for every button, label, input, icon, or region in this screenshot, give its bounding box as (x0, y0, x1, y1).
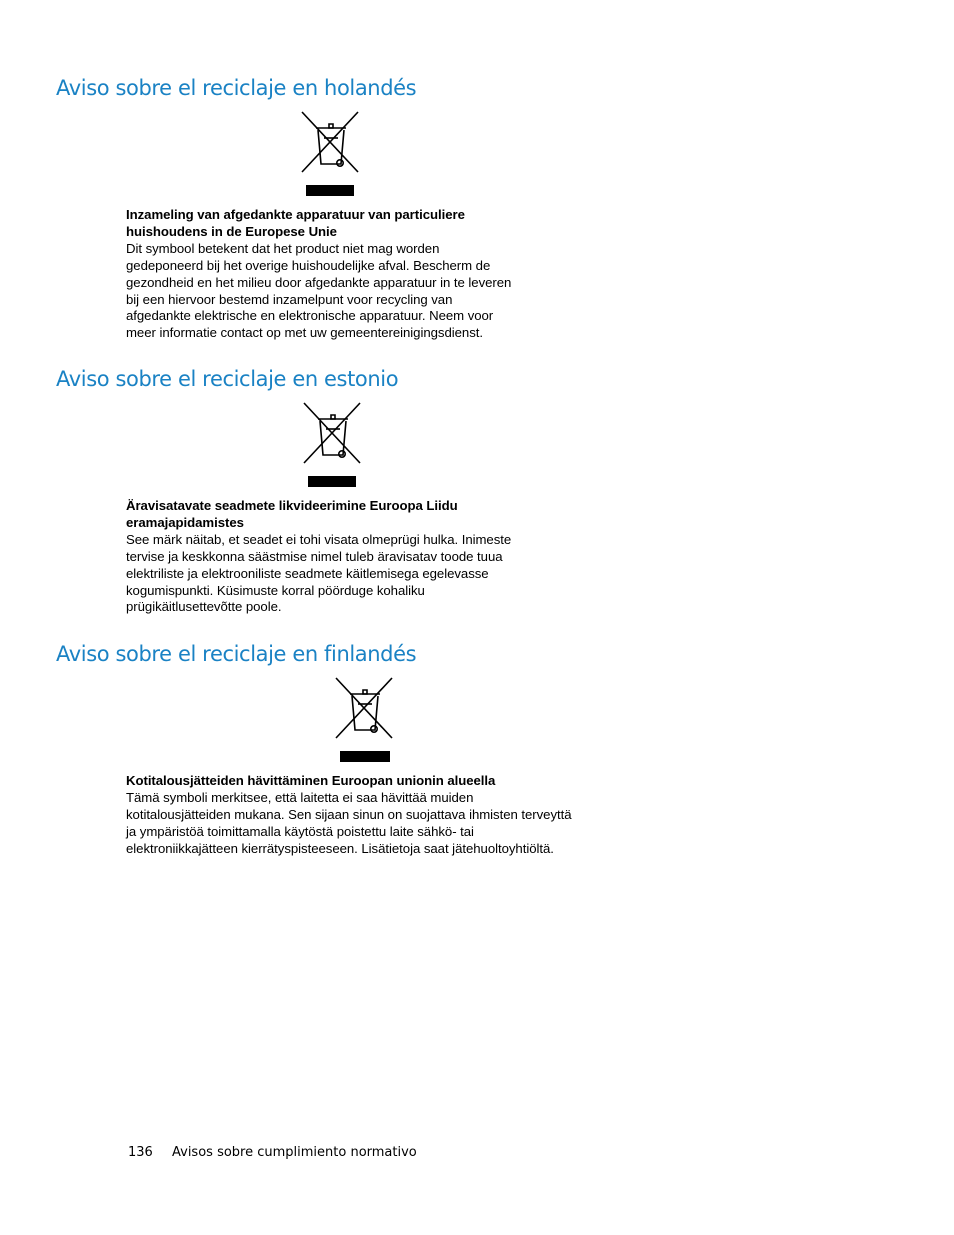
notice-body: Dit symbool betekent dat het product niet mag worden gedeponeerd bij het overige huishoudelijke afval. Bescherm de gezondheid en het milieu door afgedankte apparatuur in te leveren bij een hiervoor bestemd inzamelpunt voor recycling van afgedankte elektrische en elektronische apparatuur. Neem voor meer informatie contact op met uw gemeentereinigingsdienst. (126, 240, 512, 341)
notice-finnish (126, 773, 572, 858)
weee-bin-icon (300, 108, 362, 198)
notice-heading: Inzameling van afgedankte apparatuur van particuliere huishoudens in de Europese Unie (126, 207, 465, 239)
notice-dutch (126, 207, 511, 342)
chapter-title: Avisos sobre cumplimiento normativo (172, 1145, 417, 1160)
section-title-dutch: Aviso sobre el reciclaje en holandés (56, 76, 417, 100)
page-number: 136 (128, 1145, 153, 1160)
notice-body: See märk näitab, et seadet ei tohi visata olmeprügi hulka. Inimeste tervise ja keskkonna säästmise nimel tuleb äravisatav toode tuua elektriliste ja elektrooniliste seadmete käitlemisega egelevasse kogumispunkti. Küsimuste korral pöörduge kohaliku prügikäitlusettevõtte poole. (126, 531, 512, 615)
weee-bin-icon (334, 674, 396, 764)
notice-heading: Kotitalousjätteiden hävittäminen Euroopan unionin alueella (126, 773, 496, 788)
notice-estonian (126, 498, 511, 616)
notice-body: Tämä symboli merkitsee, että laitetta ei saa hävittää muiden kotitalousjätteiden mukana. Sen sijaan sinun on suojattava ihmisten terveyttä ja ympäristöä toimittamalla käytöstä poistettu laite sähkö- tai elektroniikkajätteen kierrätyspisteeseen. Lisätietoja saat jätehuoltoyhtiöltä. (126, 789, 572, 856)
weee-bin-icon (302, 399, 364, 489)
section-title-finnish: Aviso sobre el reciclaje en finlandés (56, 642, 417, 666)
section-title-estonian: Aviso sobre el reciclaje en estonio (56, 367, 399, 391)
page-footer (128, 1145, 417, 1160)
notice-heading: Äravisatavate seadmete likvideerimine Euroopa Liidu eramajapidamistes (126, 498, 458, 530)
